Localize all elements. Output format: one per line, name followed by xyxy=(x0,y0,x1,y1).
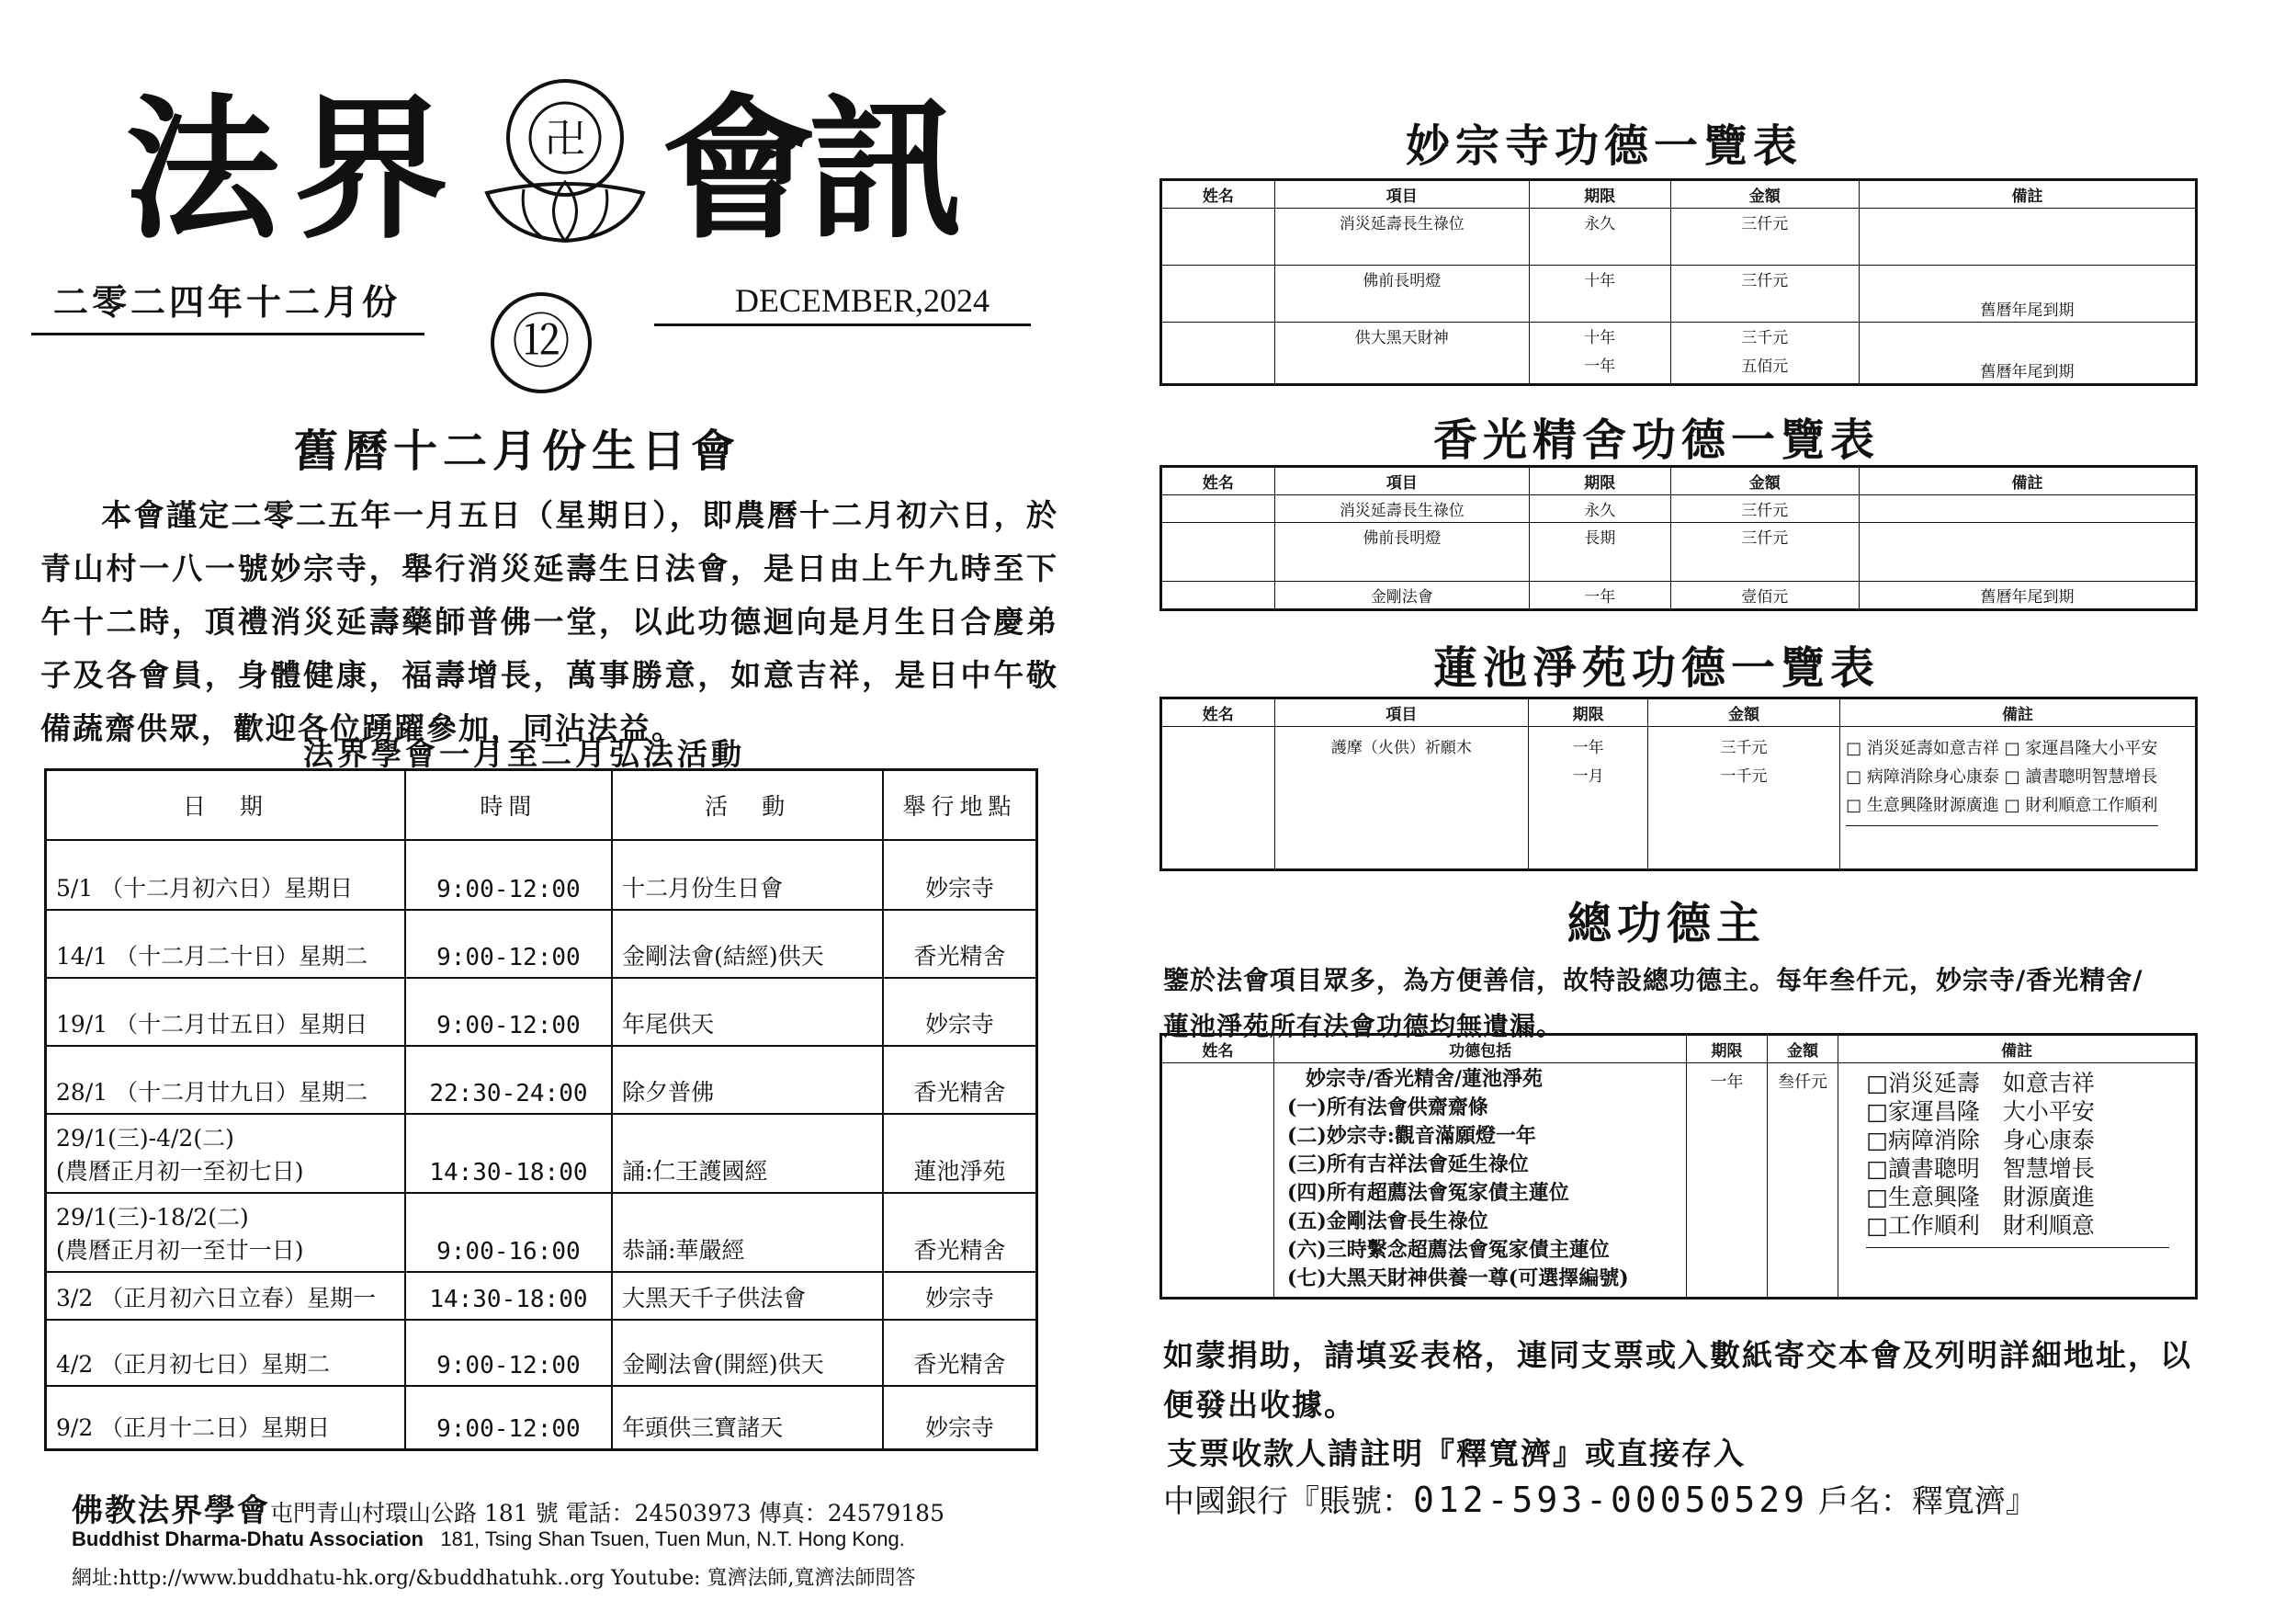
period-cell xyxy=(1529,323,1670,385)
table-row xyxy=(1161,209,2197,266)
name-cell[interactable] xyxy=(1161,495,1275,523)
masthead-char-3: 會 xyxy=(662,78,816,260)
venue-cell: 香光精舍 xyxy=(883,1046,1036,1114)
time-cell: 22:30-24:00 xyxy=(405,1046,612,1114)
time-cell: 9:00-12:00 xyxy=(405,840,612,910)
activity-cell: 誦:仁王護國經 xyxy=(612,1114,883,1193)
col-header-period: 期限 xyxy=(1529,467,1670,495)
total-description: 鑒於法會項目眾多，為方便善信，故特設總功德主。每年叁仟元，妙宗寺/香光精舍/蓮池淨苑所有法會功德均無遺漏。 xyxy=(1163,965,2143,1041)
scope-item: (七)大黑天財神供養一尊(可選擇編號) xyxy=(1286,1266,1629,1290)
bank-prefix: 中國銀行『賬號： xyxy=(1163,1483,1413,1520)
table-header-row xyxy=(1161,467,2197,495)
table-row xyxy=(46,1114,1037,1193)
period-cell: 長期 xyxy=(1529,523,1670,582)
lotus-table xyxy=(1159,697,2198,871)
table-row xyxy=(1161,727,2197,870)
period-cell: 永久 xyxy=(1529,209,1670,266)
checkbox-option[interactable]: □病障消除 身心康泰 xyxy=(1866,1127,2095,1153)
amount-2: 一千元 xyxy=(1720,767,1768,786)
col-header-remark: 備註 xyxy=(1838,1035,2197,1063)
table-row xyxy=(46,910,1037,978)
amount-cell: 三仟元 xyxy=(1670,495,1859,523)
scope-item: (六)三時繫念超薦法會冤家債主蓮位 xyxy=(1286,1238,1610,1262)
table-header-row xyxy=(1161,1035,2197,1063)
activity-cell: 年尾供天 xyxy=(612,978,883,1046)
time-cell: 9:00-12:00 xyxy=(405,1386,612,1450)
footer-address-en xyxy=(72,1527,905,1551)
col-header-amount: 金額 xyxy=(1670,180,1860,209)
col-header-remark: 備註 xyxy=(1860,180,2197,209)
item-cell: 金剛法會 xyxy=(1274,582,1529,610)
table-row xyxy=(1161,582,2197,610)
amount-cell xyxy=(1647,727,1839,870)
bank-account xyxy=(1163,1476,2037,1521)
col-header-venue: 舉行地點 xyxy=(883,770,1036,840)
amount-cell: 三仟元 xyxy=(1670,523,1859,582)
col-header-activity: 活 動 xyxy=(612,770,883,840)
birthday-title: 舊曆十二月份生日會 xyxy=(294,426,741,477)
remark-checklist xyxy=(1840,727,2197,870)
activities-title: 法界學會一月至二月弘法活動 xyxy=(303,736,745,772)
col-header-period: 期限 xyxy=(1529,698,1648,727)
remark-cell xyxy=(1860,266,2197,323)
name-cell[interactable] xyxy=(1161,582,1275,610)
table-header-row xyxy=(46,770,1037,840)
activity-cell: 金剛法會(開經)供天 xyxy=(612,1320,883,1386)
activity-cell: 十二月份生日會 xyxy=(612,840,883,910)
activity-cell: 大黑天千子供法會 xyxy=(612,1272,883,1320)
scope-item: (二)妙宗寺:觀音滿願燈一年 xyxy=(1286,1124,1536,1148)
amount-2: 五佰元 xyxy=(1741,358,1789,376)
table-row xyxy=(1161,323,2197,385)
remark-blank-line[interactable] xyxy=(1846,825,2158,826)
checkbox-option[interactable]: □消災延壽 如意吉祥 xyxy=(1866,1070,2095,1096)
masthead-char-4: 訊 xyxy=(809,78,963,260)
col-header-name: 姓名 xyxy=(1161,698,1275,727)
remark-cell xyxy=(1860,323,2197,385)
scope-heading: 妙宗寺/香光精舍/蓮池淨苑 xyxy=(1305,1067,1544,1091)
amount-1: 三千元 xyxy=(1741,329,1789,347)
table-row xyxy=(46,1046,1037,1114)
lotus-emblem-icon xyxy=(469,74,662,248)
remark-text: 舊曆年尾到期 xyxy=(1980,363,2075,381)
date-cell: 4/2 （正月初七日）星期二 xyxy=(46,1320,405,1386)
date-cell: 29/1(三)-18/2(二) (農曆正月初一至廿一日) xyxy=(46,1193,405,1272)
total-table xyxy=(1159,1033,2198,1300)
activities-table xyxy=(44,768,1038,1451)
col-header-remark: 備註 xyxy=(1840,698,2197,727)
period-2: 一月 xyxy=(1572,767,1604,786)
time-cell: 9:00-12:00 xyxy=(405,1320,612,1386)
remark-text: 舊曆年尾到期 xyxy=(1980,301,2075,320)
item-cell: 消災延壽長生祿位 xyxy=(1274,495,1529,523)
venue-cell: 香光精舍 xyxy=(883,910,1036,978)
date-cell: 29/1(三)-4/2(二) (農曆正月初一至初七日) xyxy=(46,1114,405,1193)
item-cell: 供大黑天財神 xyxy=(1274,323,1529,385)
activity-cell: 金剛法會(結經)供天 xyxy=(612,910,883,978)
time-cell: 9:00-16:00 xyxy=(405,1193,612,1272)
col-header-amount: 金額 xyxy=(1647,698,1839,727)
org-name-cn: 佛教法界學會 xyxy=(72,1492,270,1529)
remark-cell: 舊曆年尾到期 xyxy=(1860,582,2197,610)
col-header-period: 期限 xyxy=(1687,1035,1767,1063)
col-header-item: 項目 xyxy=(1274,698,1529,727)
item-cell: 佛前長明燈 xyxy=(1274,266,1529,323)
activity-cell: 恭誦:華嚴經 xyxy=(612,1193,883,1272)
checkbox-option[interactable]: □ 生意興隆財源廣進 □ 財利順意工作順利 xyxy=(1846,796,2158,815)
scope-list xyxy=(1273,1063,1686,1299)
amount-1: 三千元 xyxy=(1720,739,1768,757)
miuzung-table xyxy=(1159,178,2198,386)
time-cell: 14:30-18:00 xyxy=(405,1272,612,1320)
name-cell[interactable] xyxy=(1161,209,1275,266)
issue-date-chinese: 二零二四年十二月份 xyxy=(53,281,402,323)
masthead-char-1: 法 xyxy=(125,78,279,260)
period-cell: 一年 xyxy=(1529,582,1670,610)
table-row xyxy=(46,1320,1037,1386)
scope-item: (四)所有超薦法會冤家債主蓮位 xyxy=(1286,1181,1569,1205)
svg-text:卍: 卍 xyxy=(545,116,585,163)
date-cell: 14/1 （十二月二十日）星期二 xyxy=(46,910,405,978)
table-header-row xyxy=(1161,180,2197,209)
birthday-body xyxy=(40,489,1058,755)
name-cell[interactable] xyxy=(1161,266,1275,323)
table-row xyxy=(1161,523,2197,582)
period-cell xyxy=(1529,727,1648,870)
org-name-en: Buddhist Dharma-Dhatu Association xyxy=(72,1527,424,1550)
item-cell: 佛前長明燈 xyxy=(1274,523,1529,582)
venue-cell: 香光精舍 xyxy=(883,1193,1036,1272)
col-header-period: 期限 xyxy=(1529,180,1670,209)
table-row xyxy=(46,1386,1037,1450)
birthday-text: 本會謹定二零二五年一月五日（星期日），即農曆十二月初六日，於青山村一八一號妙宗寺，舉行消災延壽生日法會，是日由上午九時至下午十二時，頂禮消災延壽藥師普佛一堂，以此功德迴向是月生日合慶弟子及各會員，身體健康，福壽增長，萬事勝意，如意吉祥，是日中午敬備蔬齋供眾，歡迎各位踴躍參加，同沾法益。 xyxy=(40,497,1058,746)
checkbox-option[interactable]: □生意興隆 財源廣進 xyxy=(1866,1184,2095,1210)
amount-cell: 壹佰元 xyxy=(1670,582,1859,610)
col-header-date: 日 期 xyxy=(46,770,405,840)
miuzung-title: 妙宗寺功德一覽表 xyxy=(1406,120,1804,172)
period-cell: 十年 xyxy=(1529,266,1670,323)
col-header-amount: 金額 xyxy=(1670,467,1859,495)
donation-instructions: 如蒙捐助，請填妥表格，連同支票或入數紙寄交本會及列明詳細地址，以便發出收據。 xyxy=(1163,1337,2192,1423)
amount-cell: 三仟元 xyxy=(1670,266,1860,323)
amount-cell: 叁仟元 xyxy=(1767,1063,1838,1299)
footer-website[interactable]: 網址:http://www.buddhatu-hk.org/&buddhatuhk..org Youtube: 寬濟法師,寬濟法師問答 xyxy=(72,1567,916,1590)
address-en: 181, Tsing Shan Tsuen, Tuen Mun, N.T. Hong Kong. xyxy=(440,1527,905,1550)
remark-blank-line[interactable] xyxy=(1866,1247,2169,1248)
activity-cell: 除夕普佛 xyxy=(612,1046,883,1114)
name-cell[interactable] xyxy=(1161,323,1275,385)
address-cn: 屯門青山村環山公路 181 號 電話：24503973 傳真：24579185 xyxy=(270,1500,944,1527)
venue-cell: 妙宗寺 xyxy=(883,1272,1036,1320)
col-header-name: 姓名 xyxy=(1161,1035,1274,1063)
period-2: 一年 xyxy=(1584,358,1616,376)
time-cell: 9:00-12:00 xyxy=(405,978,612,1046)
date-cell: 3/2 （正月初六日立春）星期一 xyxy=(46,1272,405,1320)
venue-cell: 香光精舍 xyxy=(883,1320,1036,1386)
period-cell: 永久 xyxy=(1529,495,1670,523)
table-row xyxy=(46,1272,1037,1320)
activity-cell: 年頭供三寶諸天 xyxy=(612,1386,883,1450)
time-cell: 14:30-18:00 xyxy=(405,1114,612,1193)
issue-number: ⑫ xyxy=(491,292,592,393)
amount-cell: 三仟元 xyxy=(1670,209,1860,266)
venue-cell: 蓮池淨苑 xyxy=(883,1114,1036,1193)
remark-cell xyxy=(1860,209,2197,266)
col-header-scope: 功德包括 xyxy=(1273,1035,1686,1063)
payee-instructions: 支票收款人請註明『釋寬濟』或直接存入 xyxy=(1167,1436,1746,1471)
divider xyxy=(654,323,1031,326)
col-header-item: 項目 xyxy=(1274,180,1529,209)
table-row xyxy=(1161,1063,2197,1299)
date-cell: 9/2 （正月十二日）星期日 xyxy=(46,1386,405,1450)
table-row xyxy=(46,1193,1037,1272)
remark-cell xyxy=(1860,523,2197,582)
venue-cell: 妙宗寺 xyxy=(883,978,1036,1046)
venue-cell: 妙宗寺 xyxy=(883,1386,1036,1450)
col-header-remark: 備註 xyxy=(1860,467,2197,495)
checkbox-option[interactable]: □家運昌隆 大小平安 xyxy=(1866,1098,2095,1125)
checkbox-option[interactable]: □ 病障消除身心康泰 □ 讀書聰明智慧增長 xyxy=(1846,767,2158,787)
name-cell[interactable] xyxy=(1161,523,1275,582)
bank-suffix: 戶名：釋寬濟』 xyxy=(1808,1483,2037,1520)
venue-cell: 妙宗寺 xyxy=(883,840,1036,910)
col-header-item: 項目 xyxy=(1274,467,1529,495)
table-row xyxy=(1161,266,2197,323)
remark-checklist xyxy=(1838,1063,2197,1299)
date-cell: 5/1 （十二月初六日）星期日 xyxy=(46,840,405,910)
period-1: 十年 xyxy=(1584,329,1616,347)
col-header-name: 姓名 xyxy=(1161,467,1275,495)
name-cell[interactable] xyxy=(1161,1063,1274,1299)
table-row xyxy=(46,840,1037,910)
time-cell: 9:00-12:00 xyxy=(405,910,612,978)
masthead-char-2: 界 xyxy=(294,78,448,260)
table-row xyxy=(1161,495,2197,523)
scope-item: (一)所有法會供齋齋條 xyxy=(1286,1095,1488,1119)
table-row xyxy=(46,978,1037,1046)
date-cell: 28/1 （十二月廿九日）星期二 xyxy=(46,1046,405,1114)
col-header-amount: 金額 xyxy=(1767,1035,1838,1063)
checkbox-option[interactable]: □ 消災延壽如意吉祥 □ 家運昌隆大小平安 xyxy=(1846,739,2158,758)
heungkwong-table xyxy=(1159,465,2198,611)
checkbox-option[interactable]: □工作順利 財利順意 xyxy=(1866,1212,2095,1239)
divider xyxy=(31,333,424,335)
scope-item: (五)金剛法會長生祿位 xyxy=(1286,1209,1488,1233)
amount-cell xyxy=(1670,323,1860,385)
col-header-name: 姓名 xyxy=(1161,180,1275,209)
item-cell: 消災延壽長生祿位 xyxy=(1274,209,1529,266)
issue-date-english: DECEMBER,2024 xyxy=(735,282,990,319)
name-cell[interactable] xyxy=(1161,727,1275,870)
period-1: 一年 xyxy=(1572,739,1604,757)
table-header-row xyxy=(1161,698,2197,727)
lotus-title: 蓮池淨苑功德一覽表 xyxy=(1433,642,1881,694)
checkbox-option[interactable]: □讀書聰明 智慧增長 xyxy=(1866,1155,2095,1182)
heungkwong-title: 香光精舍功德一覽表 xyxy=(1433,414,1881,466)
date-cell: 19/1 （十二月廿五日）星期日 xyxy=(46,978,405,1046)
footer-address-cn xyxy=(72,1485,944,1530)
total-title: 總功德主 xyxy=(1567,898,1767,949)
col-header-time: 時間 xyxy=(405,770,612,840)
period-cell: 一年 xyxy=(1687,1063,1767,1299)
item-cell: 護摩（火供）祈願木 xyxy=(1274,727,1529,870)
account-number: 012-593-00050529 xyxy=(1413,1480,1809,1520)
remark-cell xyxy=(1860,495,2197,523)
scope-item: (三)所有吉祥法會延生祿位 xyxy=(1286,1152,1529,1176)
